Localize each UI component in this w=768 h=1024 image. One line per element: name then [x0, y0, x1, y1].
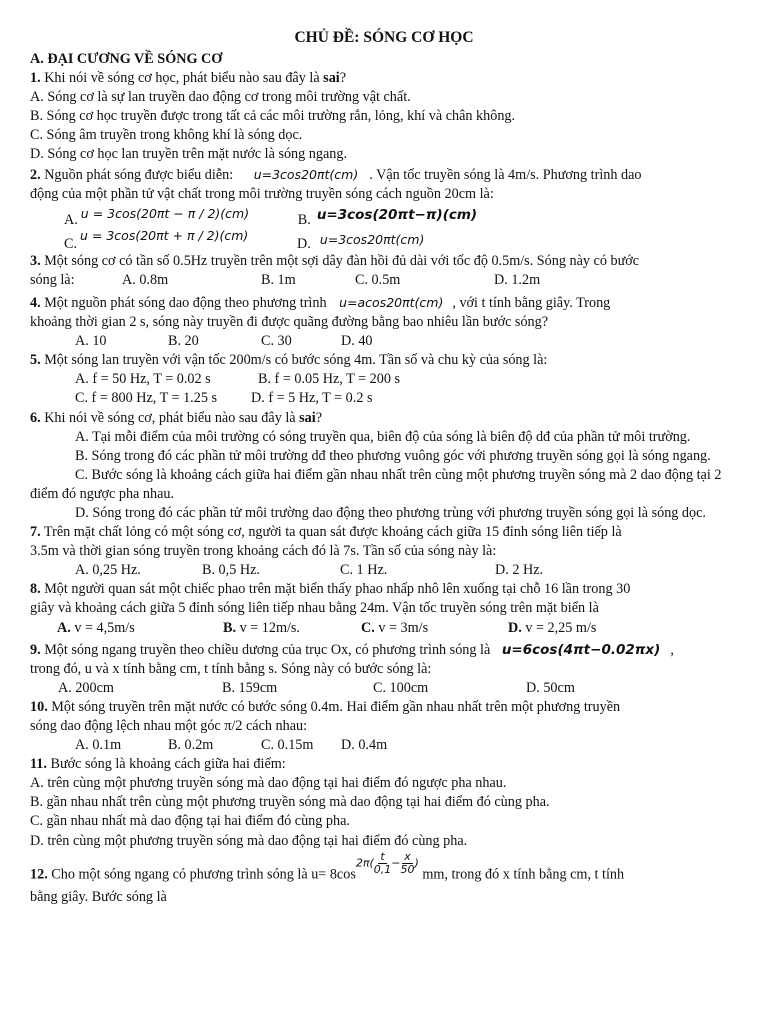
- question-text: 3.5m và thời gian sóng truyền trong khoảng cách đó là 7s. Tần số của sóng này là:: [30, 543, 497, 560]
- option-d-label: D.: [297, 236, 311, 253]
- exponent-suffix: ): [414, 856, 419, 870]
- option-d: D. Sóng cơ học lan truyền trên mặt nước là sóng ngang.: [30, 146, 348, 163]
- option-d: D. 2 Hz.: [495, 562, 544, 579]
- question-text: khoảng thời gian 2 s, sóng này truyền đi được quãng đường bằng bao nhiêu lần bước sóng?: [30, 314, 549, 331]
- question-text: Trên mặt chất lỏng có một sóng cơ, người ta quan sát được khoảng cách giữa 15 đỉnh sóng liên tiếp là: [40, 524, 622, 541]
- options-row: [30, 332, 738, 351]
- question-text: trong đó, u và x tính bằng cm, t tính bằng s. Sóng này có bước sóng là:: [30, 660, 432, 677]
- question-emphasis: sai: [299, 409, 316, 426]
- option-b-label: B.: [297, 212, 311, 229]
- question-number: 7.: [30, 524, 41, 541]
- options-row: [30, 370, 738, 389]
- option-d-label: D.: [508, 619, 522, 636]
- option-a: A. trên cùng một phương truyền sóng mà dao động tại hai điểm đó ngược pha nhau.: [30, 775, 507, 792]
- option-a-label: A.: [57, 619, 71, 636]
- exponent-equation: [356, 851, 419, 876]
- page-title: CHỦ ĐỀ: SÓNG CƠ HỌC: [294, 29, 474, 46]
- question-5: [30, 351, 738, 370]
- question-text: Một sóng ngang truyền theo chiều dương của trục Ox, có phương trình sóng là: [40, 641, 494, 658]
- option-c: C. 30: [261, 333, 292, 350]
- option-c: C. 100cm: [373, 679, 429, 696]
- question-text: Một nguồn phát sóng dao động theo phương trình: [40, 294, 331, 311]
- question-text: Nguồn phát sóng được biểu diễn:: [40, 166, 237, 183]
- options-row: [30, 736, 738, 755]
- question-text: Một sóng lan truyền với vận tốc 200m/s có bước sóng 4m. Tần số và chu kỳ của sóng là:: [40, 352, 548, 369]
- question-number: 6.: [30, 409, 41, 426]
- option-b: B. 0.2m: [168, 737, 214, 754]
- question-text: ?: [315, 409, 323, 426]
- question-text: Khi nói về sóng cơ, phát biểu nào sau đây là: [40, 409, 300, 426]
- option-c: C. 1 Hz.: [340, 562, 388, 579]
- option-d: D. Sóng trong đó các phần tử môi trường dao động theo phương trùng với phương truyền sóng gọi là sóng dọc.: [75, 504, 706, 521]
- question-6: [30, 409, 738, 428]
- option-c: C. 0.5m: [355, 271, 401, 288]
- section-heading: A. ĐẠI CƯƠNG VỀ SÓNG CƠ: [30, 51, 223, 67]
- question-text: giây và khoảng cách giữa 5 đỉnh sóng liên tiếp nhau bằng 24m. Vận tốc truyền sóng trên mặt biển là: [30, 600, 599, 617]
- option-b: B. 20: [168, 333, 199, 350]
- option-d: D. 0.4m: [341, 737, 388, 754]
- option-a-equation: u = 3cos(20πt − π / 2)(cm): [80, 206, 250, 222]
- fraction: [374, 851, 392, 876]
- option-c-label: C.: [64, 236, 78, 253]
- option-b-equation: u=3cos(20πt−π)(cm): [316, 207, 478, 224]
- options-row: [30, 561, 738, 580]
- option-a: A. 10: [75, 333, 107, 350]
- question-text: . Vận tốc truyền sóng là 4m/s. Phương trình dao: [369, 166, 642, 183]
- question-text: Một sóng cơ có tần số 0.5Hz truyền trên một sợi dây đàn hồi đủ dài với tốc độ 0.5m/s. Sóng này có bước: [40, 252, 640, 269]
- option-c: C. gần nhau nhất mà dao động tại hai điểm đó cùng pha.: [30, 813, 350, 830]
- option-c-equation: u = 3cos(20πt + π / 2)(cm): [80, 228, 249, 244]
- fraction-denominator: 50: [400, 862, 415, 876]
- question-1: [30, 69, 738, 88]
- option-d: D. f = 5 Hz, T = 0.2 s: [251, 390, 373, 407]
- question-number: 10.: [30, 698, 48, 715]
- question-text: bằng giây. Bước sóng là: [30, 888, 167, 905]
- fraction: [400, 851, 414, 876]
- equation: u=6cos(4πt−0.02πx): [501, 641, 661, 658]
- question-10: [30, 698, 738, 717]
- question-number: 4.: [30, 294, 41, 311]
- option-d: v = 2,25 m/s: [521, 619, 597, 636]
- option-b: B. f = 0.05 Hz, T = 200 s: [258, 371, 400, 388]
- question-text: Cho một sóng ngang có phương trình sóng là u= 8cos: [47, 866, 356, 883]
- option-d: D. trên cùng một phương truyền sóng mà dao động tại hai điểm đó cùng pha.: [30, 832, 468, 849]
- question-number: 9.: [30, 641, 41, 658]
- equation: u=acos20πt(cm): [339, 294, 444, 310]
- option-b: B. gần nhau nhất trên cùng một phương truyền sóng mà dao động tại hai điểm đó cùng pha.: [30, 794, 550, 811]
- option-b: B. Sóng trong đó các phần tử môi trường dđ theo phương vuông góc với phương truyền sóng gọi là sóng ngang.: [75, 447, 711, 464]
- option-a: A. f = 50 Hz, T = 0.02 s: [75, 371, 211, 388]
- option-a: v = 4,5m/s: [70, 619, 135, 636]
- option-d: D. 50cm: [526, 679, 575, 696]
- question-2: [30, 165, 738, 185]
- question-number: 1.: [30, 70, 41, 87]
- question-7: [30, 523, 738, 542]
- option-c: C. Bước sóng là khoảng cách giữa hai điểm gần nhau nhất trên cùng một phương truyền sóng mà 2 dao động tại 2 điểm đó ngược pha nhau.: [30, 466, 722, 502]
- option-a: A. 0.8m: [122, 271, 169, 288]
- question-text: , với t tính bằng giây. Trong: [452, 294, 611, 311]
- question-9: [30, 641, 738, 660]
- option-c-label: C.: [361, 619, 375, 636]
- option-d-equation: u=3cos20πt(cm): [319, 232, 425, 248]
- question-number: 8.: [30, 581, 41, 598]
- fraction-numerator: x: [404, 849, 411, 863]
- options-row: [30, 389, 738, 408]
- option-a-label: A.: [64, 212, 78, 229]
- question-text: ?: [339, 70, 347, 87]
- option-c: C. 0.15m: [261, 737, 314, 754]
- option-c: C. Sóng âm truyền trong không khí là sóng dọc.: [30, 127, 303, 144]
- question-4: [30, 293, 738, 313]
- question-number: 11.: [30, 756, 47, 773]
- question-12: [30, 849, 738, 888]
- question-number: 2.: [30, 166, 41, 183]
- fraction-denominator: 0,1: [373, 862, 392, 876]
- question-text: Một sóng truyền trên mặt nước có bước sóng 0.4m. Hai điểm gần nhau nhất trên một phương truyền: [47, 698, 621, 715]
- options-row: [30, 204, 738, 228]
- question-text: Bước sóng là khoảng cách giữa hai điểm:: [46, 756, 286, 773]
- question-number: 5.: [30, 352, 41, 369]
- question-text: sóng là:: [30, 271, 75, 288]
- option-a: A. 0,25 Hz.: [75, 562, 141, 579]
- option-b: B. 0,5 Hz.: [202, 562, 260, 579]
- option-c: v = 3m/s: [374, 619, 429, 636]
- question-text: Khi nói về sóng cơ học, phát biểu nào sau đây là: [40, 70, 324, 87]
- question-emphasis: sai: [323, 70, 340, 87]
- options-row: [30, 619, 738, 638]
- minus-sign: −: [391, 856, 401, 870]
- question-text: ,: [670, 641, 674, 658]
- question-text: sóng dao động lệch nhau một góc π/2 cách nhau:: [30, 718, 308, 734]
- option-a: A. 0.1m: [75, 737, 122, 754]
- option-c: C. f = 800 Hz, T = 1.25 s: [75, 390, 217, 407]
- option-a: A. Tại mỗi điểm của môi trường có sóng truyền qua, biên độ của sóng là biên độ dđ của phần tử môi trường.: [75, 428, 691, 445]
- question-8: [30, 580, 738, 599]
- option-a: A. Sóng cơ là sự lan truyền dao động cơ trong môi trường vật chất.: [30, 89, 411, 106]
- question-text: Một người quan sát một chiếc phao trên mặt biển thấy phao nhấp nhô lên xuống tại chỗ 16 lần trong 30: [40, 581, 631, 598]
- question-number: 3.: [30, 252, 41, 269]
- option-d: D. 40: [341, 333, 373, 350]
- fraction-numerator: t: [380, 849, 385, 863]
- question-text: mm, trong đó x tính bằng cm, t tính: [418, 866, 625, 883]
- question-text: động của một phần tử vật chất trong môi trường truyền sóng cách nguồn 20cm là:: [30, 185, 494, 202]
- options-row: [30, 228, 738, 252]
- option-b: B. 159cm: [222, 679, 278, 696]
- option-b: B. 1m: [261, 271, 296, 288]
- options-row: [30, 271, 738, 290]
- options-row: [30, 679, 738, 698]
- option-a: A. 200cm: [58, 679, 114, 696]
- exponent-prefix: 2π(: [355, 856, 374, 870]
- question-11: [30, 755, 738, 774]
- option-d: D. 1.2m: [494, 271, 541, 288]
- option-b-label: B.: [223, 619, 237, 636]
- question-number: 12.: [30, 866, 48, 883]
- option-b: B. Sóng cơ học truyền được trong tất cả các môi trường rắn, lỏng, khí và chân không.: [30, 108, 516, 125]
- option-b: v = 12m/s.: [236, 619, 300, 636]
- question-3: [30, 252, 738, 271]
- equation: u=3cos20πt(cm): [253, 166, 359, 182]
